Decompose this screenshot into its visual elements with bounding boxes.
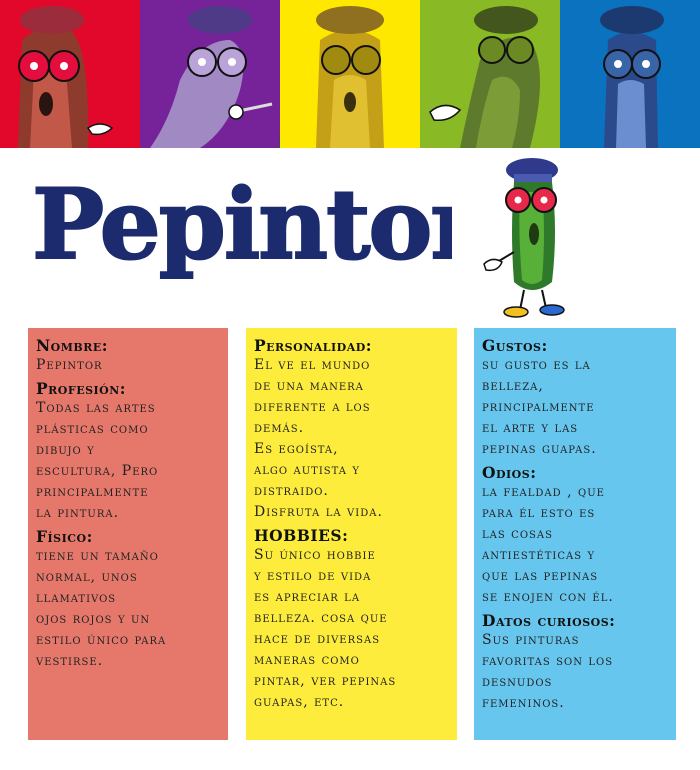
hobbies-value: Su único hobbie y estilo de vida es apreciar la belleza. cosa que hace de diversas maneras como pintar, ver pepinas guapas, etc. [254,547,397,710]
character-panels [0,0,700,148]
panel-red [0,0,140,148]
panel-purple [140,0,280,148]
profesion-label: Profesión: [36,379,127,398]
panel-blue [560,0,700,148]
blue-pepino-character-icon [560,0,700,148]
info-card-personality [246,328,457,740]
purple-pepino-character-icon [140,0,280,148]
green-pepino-character-icon [420,0,560,148]
panel-green [420,0,560,148]
red-pepino-character-icon [0,0,140,148]
gustos-label: Gustos: [482,336,548,355]
personalidad-label: Personalidad: [254,336,373,355]
fisico-label: Físico: [36,527,93,546]
info-card-likes [474,328,676,740]
personalidad-value: El ve el mundo de una manera diferente a los demás. Es egoísta, algo autista y distraido. Disfruta la vida. [254,357,383,520]
info-card-basic [28,328,228,740]
fisico-value: tiene un tamaño normal, unos llamativos ojos rojos y un estilo único para vestirse. [36,548,167,669]
gustos-value: su gusto es la belleza, principalmente el arte y las pepinas guapas. [482,357,597,457]
pepintor-mascot-icon [480,152,590,322]
yellow-pepino-character-icon [280,0,420,148]
odios-value: la fealdad , que para él esto es las cosas antiestéticas y que las pepinas se enojen con él. [482,484,614,605]
nombre-value: Pepintor [36,357,103,373]
title-text: Pepintor [32,168,452,281]
page-title [32,150,452,290]
odios-label: Odios: [482,463,537,482]
datos-curiosos-label: Datos curiosos: [482,611,616,630]
nombre-label: Nombre: [36,336,108,355]
hobbies-label: HOBBIES: [254,526,349,545]
profesion-value: Todas las artes plásticas como dibujo y escultura, Pero principalmente la pintura. [36,400,159,521]
panel-yellow [280,0,420,148]
datos-curiosos-value: Sus pinturas favoritas son los desnudos femeninos. [482,632,614,711]
